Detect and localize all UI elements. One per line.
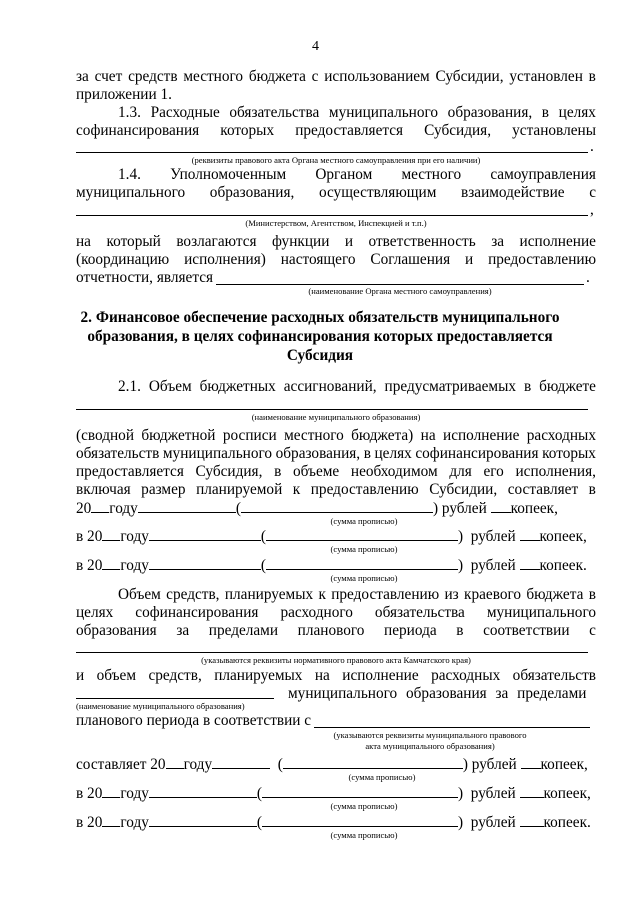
word: его (483, 463, 504, 480)
field-caption: (наименование муниципального образования) (76, 701, 245, 711)
kopeck-blank[interactable] (520, 556, 540, 570)
word: и (465, 251, 474, 268)
word: с (589, 622, 596, 639)
word: в (588, 586, 596, 603)
text-line (76, 184, 596, 202)
word: образования, (275, 445, 361, 462)
word: к (318, 586, 326, 603)
word: местного (401, 166, 462, 183)
kopeck-blank[interactable] (520, 813, 544, 827)
word: муниципального (328, 104, 439, 121)
word: исполнения, (515, 463, 596, 480)
blank[interactable] (149, 556, 261, 570)
kopeck-blank[interactable] (491, 499, 511, 513)
fill-in-line[interactable] (76, 152, 588, 153)
word: возлагаются (176, 233, 257, 250)
field-caption: (сумма прописью) (330, 544, 398, 554)
word: осуществляющим (318, 184, 437, 201)
word: бюджете (539, 378, 596, 395)
word: Субсидия, (424, 122, 492, 139)
word: исполнение (519, 233, 596, 250)
word: предоставлению (331, 586, 440, 603)
word: в (523, 378, 532, 395)
word: целях (374, 445, 412, 462)
word: установлены (512, 122, 596, 139)
word: планируемых (214, 667, 303, 684)
word: на (314, 667, 330, 684)
word: ассигнований, (283, 378, 377, 395)
word: планируемых (224, 586, 314, 603)
text-line (76, 481, 596, 499)
word: которых (220, 122, 275, 139)
word: Субсидии, (429, 481, 498, 498)
field-caption: акта муниципального образования) (365, 741, 495, 751)
text-line (76, 463, 596, 481)
word: предусматриваемых (384, 378, 517, 395)
word: Органом (315, 166, 373, 183)
text-line (118, 378, 596, 396)
text-line (76, 233, 596, 251)
word: (координацию (76, 251, 170, 268)
word: целях (558, 104, 596, 121)
word: счет (94, 68, 123, 85)
amount-words-blank[interactable] (266, 527, 458, 541)
text-line (76, 251, 596, 269)
word: обязательств (76, 445, 160, 462)
kopeck-blank[interactable] (521, 755, 541, 769)
word: пределами (208, 622, 279, 639)
text-line (118, 166, 596, 184)
word: Уполномоченным (170, 166, 287, 183)
text-line (76, 667, 596, 685)
fill-in-line[interactable] (76, 652, 588, 653)
word: Расходные (150, 104, 220, 121)
word: бюджетных (199, 378, 276, 395)
word: образования, (447, 104, 533, 121)
word: образования, (209, 184, 295, 201)
word: предоставлению (310, 481, 419, 498)
word: соответствии (483, 622, 570, 639)
fill-in-line[interactable] (216, 284, 584, 285)
word: за (76, 68, 89, 85)
field-caption: (сумма прописью) (330, 830, 398, 840)
amount-words-blank[interactable] (262, 813, 458, 827)
word: средств (128, 68, 178, 85)
word: предоставлению (488, 251, 596, 268)
word: в (456, 622, 464, 639)
year-blank[interactable] (102, 556, 120, 570)
text-line (118, 104, 596, 122)
word: использованием (324, 68, 430, 85)
word: из (444, 586, 459, 603)
word: которых (542, 445, 596, 462)
blank[interactable] (149, 784, 257, 798)
amount-line: в 20 году ( ) рублей копеек. (76, 557, 587, 574)
word: местного (284, 427, 344, 444)
word: бюджета (248, 68, 306, 85)
word: за (176, 622, 190, 639)
word: средств, (166, 586, 220, 603)
word: самоуправления (490, 166, 596, 183)
kopeck-blank[interactable] (520, 784, 544, 798)
field-caption: (указываются реквизиты нормативного правового акта Камчатского края) (201, 655, 471, 665)
page-number: 4 (312, 39, 319, 54)
text-line (76, 604, 596, 622)
year-blank[interactable] (102, 813, 120, 827)
period: . (590, 138, 594, 155)
word: образования (76, 622, 157, 639)
word: установлен (509, 68, 583, 85)
word: 1.4. (118, 166, 141, 183)
word: целях (76, 604, 114, 621)
field-caption: (реквизиты правового акта Органа местного самоуправления при его наличии) (191, 155, 481, 165)
amount-line: в 20 году ( ) рублей копеек. (76, 814, 591, 831)
word: краевого (464, 586, 522, 603)
amount-line: в 20 году ( ) рублей копеек, (76, 528, 587, 545)
word: и (344, 233, 354, 250)
fill-in-line[interactable] (314, 727, 590, 728)
word: бюджета (526, 586, 584, 603)
word: (сводной (76, 427, 135, 444)
text-line (76, 445, 596, 463)
word: в (363, 445, 371, 462)
word: софинансирования (135, 604, 259, 621)
blank[interactable] (212, 755, 270, 769)
text-line: приложении 1. (76, 86, 172, 103)
amount-line: 20 году ( ) рублей копеек, (76, 500, 558, 517)
word: в (541, 104, 550, 121)
word: предоставляется (76, 463, 184, 480)
word: планируемой (196, 481, 283, 498)
field-caption: (наименование муниципального образования) (251, 412, 421, 422)
word: ответственность (368, 233, 476, 250)
field-caption: (сумма прописью) (330, 516, 398, 526)
word: 2.1. (118, 378, 141, 395)
word: на (420, 427, 436, 444)
amount-words-blank[interactable] (283, 755, 463, 769)
blank[interactable] (149, 527, 261, 541)
word: взаимодействие (461, 184, 565, 201)
word: расходных (526, 427, 596, 444)
word: местного (183, 68, 244, 85)
year-blank[interactable] (102, 527, 120, 541)
word: исполнение (342, 667, 419, 684)
field-caption: (наименование Органа местного самоуправления) (308, 286, 492, 296)
text-line (76, 622, 596, 640)
amount-words-blank[interactable] (241, 499, 433, 513)
word: бюджета) (351, 427, 414, 444)
word: расходного (280, 604, 353, 621)
text-line (118, 586, 596, 604)
word: исполнения) (184, 251, 266, 268)
word: обязательств (512, 667, 596, 684)
word: муниципального (162, 445, 273, 462)
word: и (76, 667, 85, 684)
text-line: отчетности, является (76, 269, 214, 286)
amount-line: в 20 году ( ) рублей копеек, (76, 785, 591, 802)
word: Объем (118, 586, 161, 603)
blank[interactable] (138, 499, 236, 513)
word: 1.3. (118, 104, 141, 121)
word: с (589, 184, 596, 201)
field-caption: (сумма прописью) (330, 801, 398, 811)
word: составляет (507, 481, 579, 498)
word: бюджетной (141, 427, 216, 444)
comma: , (590, 201, 594, 218)
amount-line: составляет 20 году ( ) рублей копеек, (76, 756, 588, 773)
kopeck-blank[interactable] (520, 527, 540, 541)
text-line: планового периода в соответствии с (76, 712, 312, 729)
word: расходных (431, 667, 501, 684)
word: софинансирования (76, 122, 200, 139)
word: за (491, 233, 505, 250)
word: софинансирования (415, 445, 539, 462)
section-heading: 2. Финансовое обеспечение расходных обязательств муниципального образования, в целях софинансирования которых предоставляется Субсидия (80, 309, 560, 364)
field-caption: (сумма прописью) (348, 772, 416, 782)
text-line (76, 122, 596, 140)
word: муниципального (76, 184, 186, 201)
year-blank[interactable] (91, 499, 109, 513)
blank[interactable] (149, 813, 257, 827)
field-caption: (указываются реквизиты муниципального правового (333, 730, 527, 740)
word: исполнение (443, 427, 520, 444)
word: Субсидии, (435, 68, 504, 85)
word: Соглашения (370, 251, 451, 268)
period: . (586, 269, 590, 286)
word: к (292, 481, 301, 498)
text-line (76, 427, 596, 445)
word: на (76, 233, 91, 250)
word: в (588, 481, 596, 498)
amount-words-blank[interactable] (262, 784, 458, 798)
fill-in-line[interactable] (76, 215, 588, 216)
word: обязательства (374, 604, 465, 621)
field-caption: (сумма прописью) (330, 573, 398, 583)
word: с (311, 68, 319, 85)
year-blank[interactable] (166, 755, 184, 769)
word: необходимом (350, 463, 438, 480)
word: Объем (148, 378, 192, 395)
word: в (588, 68, 596, 85)
word: средств, (148, 667, 202, 684)
word: для (449, 463, 472, 480)
word: периода (384, 622, 437, 639)
word: Субсидия, (195, 463, 263, 480)
word: предоставляется (295, 122, 404, 139)
word: планового (297, 622, 365, 639)
year-blank[interactable] (102, 784, 120, 798)
text-line: муниципального образования за пределами (288, 685, 587, 702)
word: настоящего (280, 251, 356, 268)
word: объеме (292, 463, 340, 480)
amount-words-blank[interactable] (266, 556, 458, 570)
word: муниципального (486, 604, 596, 621)
fill-in-line[interactable] (76, 698, 274, 699)
text-line (76, 68, 596, 86)
field-caption: (Министерством, Агентством, Инспекцией и т.п.) (245, 218, 427, 228)
word: объем (96, 667, 137, 684)
word: который (106, 233, 161, 250)
word: росписи (222, 427, 277, 444)
word: обязательства (229, 104, 320, 121)
word: функции (272, 233, 330, 250)
word: в (274, 463, 282, 480)
word: включая (76, 481, 131, 498)
word: размер (141, 481, 186, 498)
fill-in-line[interactable] (76, 409, 588, 410)
